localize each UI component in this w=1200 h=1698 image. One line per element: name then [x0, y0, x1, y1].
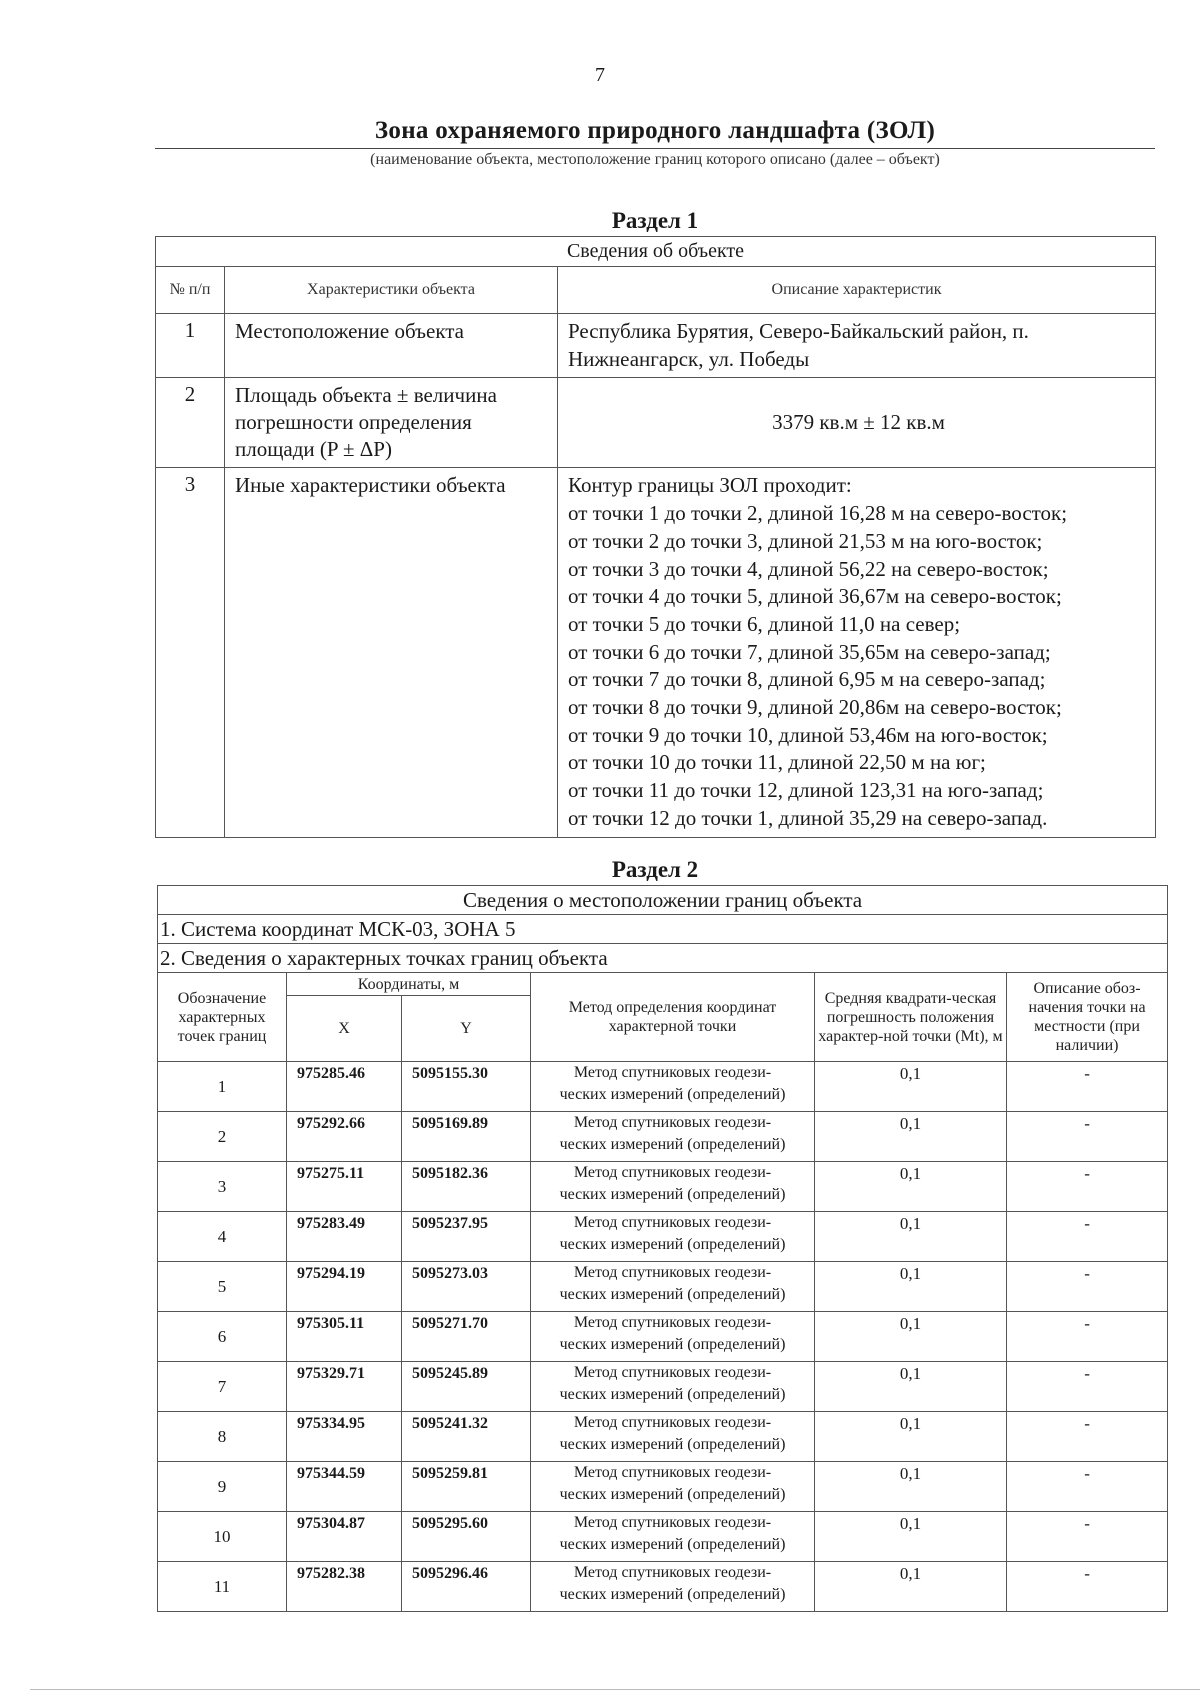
table-row	[158, 1162, 1168, 1212]
row-characteristic: Местоположение объекта	[225, 314, 558, 378]
coordinate-x: 975285.46	[287, 1062, 402, 1112]
coordinates-table	[157, 885, 1168, 1612]
method	[531, 1512, 815, 1562]
method	[531, 1062, 815, 1112]
points-caption: 2. Сведения о характерных точках границ объекта	[158, 944, 1168, 973]
column-header-x: X	[287, 996, 402, 1062]
row-description	[558, 314, 1156, 378]
description-line: от точки 1 до точки 2, длиной 16,28 м на северо-восток;	[568, 501, 1068, 526]
description-line: от точки 9 до точки 10, длиной 53,46м на юго-восток;	[568, 722, 1048, 747]
method-line: Метод спутниковых геодези-	[573, 1464, 772, 1481]
coordinate-y: 5095237.95	[402, 1212, 531, 1262]
description-line: 3379 кв.м ± 12 кв.м	[772, 410, 945, 435]
description-line: от точки 4 до точки 5, длиной 36,67м на северо-восток;	[568, 584, 1062, 609]
method	[531, 1162, 815, 1212]
accuracy: 0,1	[815, 1562, 1007, 1612]
coordinate-x: 975275.11	[287, 1162, 402, 1212]
column-header-accuracy: Средняя квадрати-ческая погрешность положения характер-ной точки (Mt), м	[815, 973, 1007, 1062]
table-row	[158, 1512, 1168, 1562]
accuracy: 0,1	[815, 1362, 1007, 1412]
method-line: Метод спутниковых геодези-	[573, 1214, 772, 1231]
description-line: от точки 2 до точки 3, длиной 21,53 м на юго-восток;	[568, 528, 1043, 553]
method-line: ческих измерений (определений)	[559, 1486, 786, 1503]
point-description: -	[1007, 1562, 1168, 1612]
column-header-method: Метод определения координат характерной точки	[531, 973, 815, 1062]
section1-heading: Раздел 1	[611, 208, 699, 233]
description-line: от точки 11 до точки 12, длиной 123,31 на юго-запад;	[568, 778, 1044, 803]
point-number: 8	[158, 1412, 287, 1462]
section2-heading: Раздел 2	[611, 857, 699, 882]
method	[531, 1212, 815, 1262]
table-row	[158, 1412, 1168, 1462]
coordinate-y: 5095155.30	[402, 1062, 531, 1112]
points-table-body	[158, 1062, 1168, 1612]
coordinate-system: 1. Система координат МСК-03, ЗОНА 5	[158, 915, 1168, 944]
method-line: Метод спутниковых геодези-	[573, 1064, 772, 1081]
table-row	[156, 468, 1156, 837]
coordinate-x: 975292.66	[287, 1112, 402, 1162]
method	[531, 1262, 815, 1312]
point-description: -	[1007, 1262, 1168, 1312]
description-line: от точки 7 до точки 8, длиной 6,95 м на северо-запад;	[568, 667, 1046, 692]
coordinate-y: 5095169.89	[402, 1112, 531, 1162]
table-row	[158, 1362, 1168, 1412]
document-subtitle: (наименование объекта, местоположение границ которого описано (далее – объект)	[370, 151, 940, 168]
coordinate-x: 975294.19	[287, 1262, 402, 1312]
method-line: ческих измерений (определений)	[559, 1586, 786, 1603]
point-number: 9	[158, 1462, 287, 1512]
column-header-y: Y	[402, 996, 531, 1062]
point-number: 7	[158, 1362, 287, 1412]
table-row	[158, 1062, 1168, 1112]
accuracy: 0,1	[815, 1462, 1007, 1512]
description-line: Контур границы ЗОЛ проходит:	[568, 473, 852, 498]
point-number: 6	[158, 1312, 287, 1362]
column-header-point-description: Описание обоз-начения точки на местности (при наличии)	[1007, 973, 1168, 1062]
point-number: 1	[158, 1062, 287, 1112]
method-line: Метод спутниковых геодези-	[573, 1514, 772, 1531]
method-line: Метод спутниковых геодези-	[573, 1314, 772, 1331]
coordinate-system-row	[158, 915, 1168, 944]
coordinate-y: 5095245.89	[402, 1362, 531, 1412]
accuracy: 0,1	[815, 1162, 1007, 1212]
row-description	[558, 378, 1156, 468]
table-row	[158, 1262, 1168, 1312]
accuracy: 0,1	[815, 1312, 1007, 1362]
table-caption: Сведения об объекте	[156, 237, 1156, 267]
points-caption-row	[158, 944, 1168, 973]
coordinate-y: 5095271.70	[402, 1312, 531, 1362]
row-number: 3	[156, 468, 225, 837]
coordinate-x: 975329.71	[287, 1362, 402, 1412]
method-line: Метод спутниковых геодези-	[573, 1564, 772, 1581]
coordinate-y: 5095182.36	[402, 1162, 531, 1212]
coordinate-x: 975283.49	[287, 1212, 402, 1262]
table-row	[158, 1562, 1168, 1612]
accuracy: 0,1	[815, 1062, 1007, 1112]
point-description: -	[1007, 1062, 1168, 1112]
method	[531, 1362, 815, 1412]
coordinate-y: 5095296.46	[402, 1562, 531, 1612]
page-number: 7	[595, 64, 605, 86]
document-title: Зона охраняемого природного ландшафта (ЗОЛ)	[374, 117, 936, 144]
method	[531, 1112, 815, 1162]
method	[531, 1412, 815, 1462]
row-description	[558, 468, 1156, 837]
coordinate-y: 5095273.03	[402, 1262, 531, 1312]
method-line: ческих измерений (определений)	[559, 1286, 786, 1303]
point-number: 2	[158, 1112, 287, 1162]
column-header-characteristic: Характеристики объекта	[225, 267, 558, 314]
description-line: от точки 8 до точки 9, длиной 20,86м на северо-восток;	[568, 695, 1062, 720]
description-line: от точки 6 до точки 7, длиной 35,65м на северо-запад;	[568, 639, 1051, 664]
table-header-row	[158, 973, 1168, 996]
title-underline	[155, 148, 1155, 149]
method-line: Метод спутниковых геодези-	[573, 1264, 772, 1281]
coordinate-y: 5095259.81	[402, 1462, 531, 1512]
description-line: Республика Бурятия, Северо-Байкальский район, п.	[568, 319, 1029, 343]
coordinate-x: 975304.87	[287, 1512, 402, 1562]
coordinate-x: 975282.38	[287, 1562, 402, 1612]
table-caption-row	[156, 237, 1156, 267]
accuracy: 0,1	[815, 1262, 1007, 1312]
column-header-coordinates: Координаты, м	[287, 973, 531, 996]
description-line: от точки 5 до точки 6, длиной 11,0 на север;	[568, 611, 961, 636]
point-number: 3	[158, 1162, 287, 1212]
point-description: -	[1007, 1362, 1168, 1412]
point-description: -	[1007, 1112, 1168, 1162]
table-row	[158, 1112, 1168, 1162]
coordinate-x: 975344.59	[287, 1462, 402, 1512]
row-characteristic: Иные характеристики объекта	[225, 468, 558, 837]
accuracy: 0,1	[815, 1512, 1007, 1562]
point-description: -	[1007, 1212, 1168, 1262]
point-description: -	[1007, 1412, 1168, 1462]
method-line: ческих измерений (определений)	[559, 1386, 786, 1403]
method-line: Метод спутниковых геодези-	[573, 1164, 772, 1181]
point-number: 11	[158, 1562, 287, 1612]
table-row	[158, 1212, 1168, 1262]
object-info-table	[155, 236, 1156, 838]
table-row	[156, 314, 1156, 378]
column-header-description: Описание характеристик	[558, 267, 1156, 314]
row-number: 1	[156, 314, 225, 378]
method-line: ческих измерений (определений)	[559, 1186, 786, 1203]
description-line: от точки 10 до точки 11, длиной 22,50 м на юг;	[568, 750, 986, 775]
column-header-point: Обозначение характерных точек границ	[158, 973, 287, 1062]
point-description: -	[1007, 1162, 1168, 1212]
point-number: 5	[158, 1262, 287, 1312]
method-line: Метод спутниковых геодези-	[573, 1114, 772, 1131]
table-row	[156, 378, 1156, 468]
point-number: 4	[158, 1212, 287, 1262]
table-row	[158, 1312, 1168, 1362]
point-description: -	[1007, 1512, 1168, 1562]
method-line: Метод спутниковых геодези-	[573, 1414, 772, 1431]
description-line: от точки 12 до точки 1, длиной 35,29 на северо-запад.	[568, 805, 1048, 830]
column-header-number: № п/п	[156, 267, 225, 314]
coordinate-x: 975305.11	[287, 1312, 402, 1362]
method-line: ческих измерений (определений)	[559, 1086, 786, 1103]
point-description: -	[1007, 1462, 1168, 1512]
coordinate-y: 5095295.60	[402, 1512, 531, 1562]
accuracy: 0,1	[815, 1112, 1007, 1162]
accuracy: 0,1	[815, 1212, 1007, 1262]
method	[531, 1562, 815, 1612]
table-caption: Сведения о местоположении границ объекта	[158, 886, 1168, 915]
table-header-row	[156, 267, 1156, 314]
method	[531, 1462, 815, 1512]
method-line: ческих измерений (определений)	[559, 1536, 786, 1553]
table-row	[158, 1462, 1168, 1512]
page-bottom-rule	[30, 1689, 1200, 1690]
coordinate-y: 5095241.32	[402, 1412, 531, 1462]
method-line: Метод спутниковых геодези-	[573, 1364, 772, 1381]
point-number: 10	[158, 1512, 287, 1562]
row-characteristic: Площадь объекта ± величина погрешности определения площади (P ± ΔP)	[225, 378, 558, 468]
table-caption-row	[158, 886, 1168, 915]
description-line: от точки 3 до точки 4, длиной 56,22 на северо-восток;	[568, 556, 1049, 581]
method-line: ческих измерений (определений)	[559, 1336, 786, 1353]
method	[531, 1312, 815, 1362]
row-number: 2	[156, 378, 225, 468]
method-line: ческих измерений (определений)	[559, 1436, 786, 1453]
coordinate-x: 975334.95	[287, 1412, 402, 1462]
method-line: ческих измерений (определений)	[559, 1136, 786, 1153]
method-line: ческих измерений (определений)	[559, 1236, 786, 1253]
point-description: -	[1007, 1312, 1168, 1362]
accuracy: 0,1	[815, 1412, 1007, 1462]
description-line: Нижнеангарск, ул. Победы	[568, 346, 810, 371]
